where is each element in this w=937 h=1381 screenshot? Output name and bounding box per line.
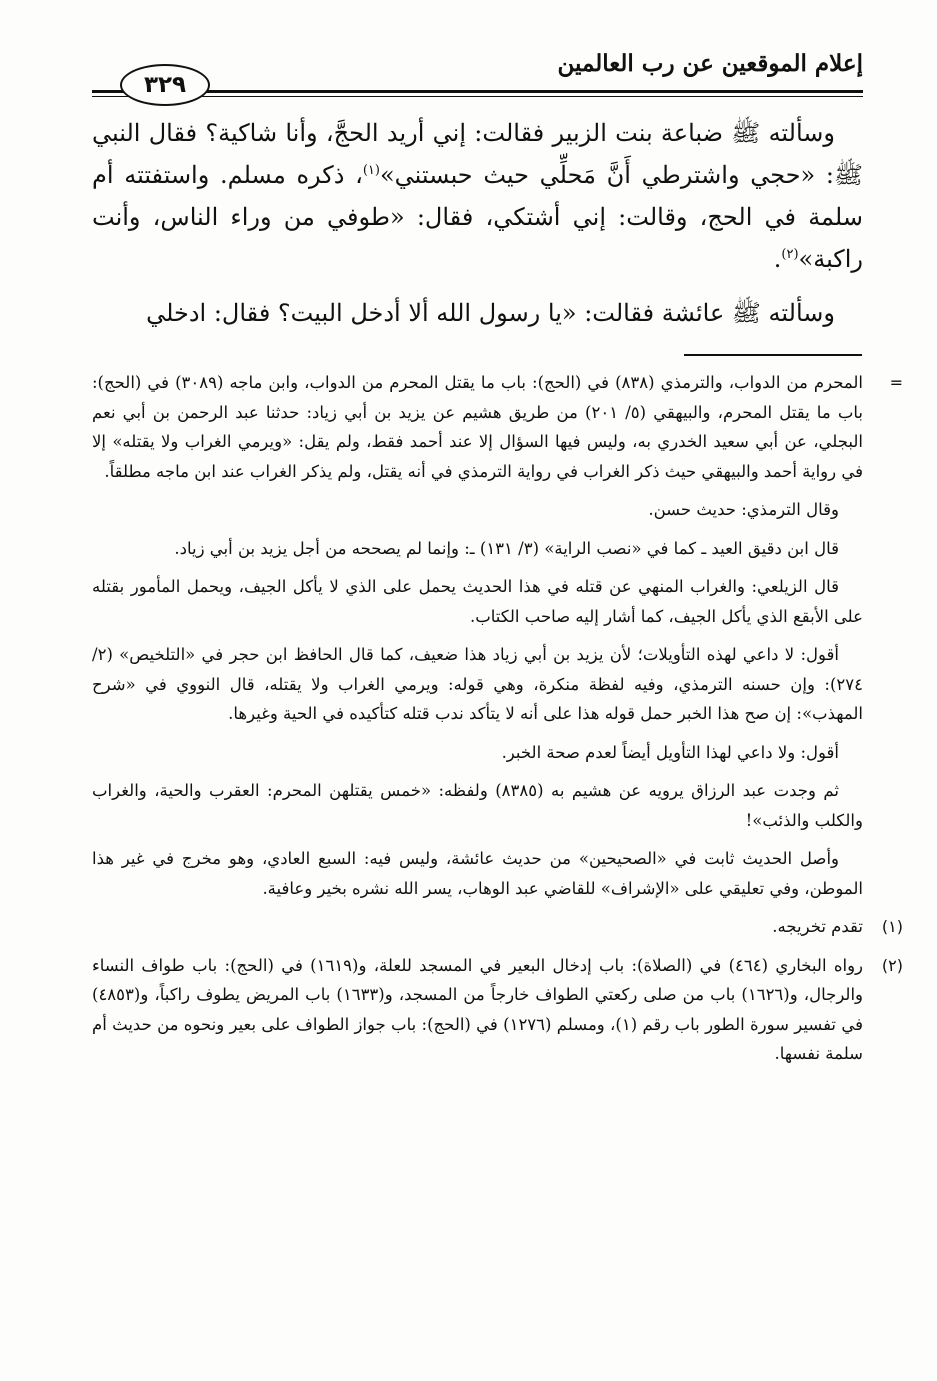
page-header [92, 46, 863, 104]
main-paragraph: وسألته ﷺ عائشة فقالت: «يا رسول الله ألا أدخل البيت؟ فقال: ادخلي [146, 299, 835, 327]
continuation-mark: = [889, 373, 903, 392]
footnote-number: (٢) [881, 955, 903, 975]
footnote-paragraph: قال ابن دقيق العيد ـ كما في «نصب الراية» (٣/ ١٣١) ـ: وإنما لم يصححه من أجل يزيد بن أبي زياد. [174, 538, 839, 558]
footnotes [92, 368, 903, 1078]
main-paragraph: وسألته ﷺ ضباعة بنت الزبير فقالت: إني أريد الحجَّ، وأنا شاكية؟ فقال النبي ﷺ: «حجي واشترطي أَنَّ مَحلِّي حيث حبستني»$^{(١)}$، ذكره مسلم. واستفتته أم سلمة في الحج، وقالت: إني أشتكي، فقال: «طوفي من وراء الناس، وأنت راكبة»$^{(٢)}$. [92, 119, 864, 273]
running-title: إعلام الموقعين عن رب العالمين [557, 50, 863, 77]
page-number: ٣٢٩ [120, 64, 210, 106]
footnote-2: (٢) رواه البخاري (٤٦٤) في (الصلاة): باب إدخال البعير في المسجد للعلة، و(١٦١٩) في (الحج): باب طواف النساء والرجال، و(١٦٢٦) باب من صلى ركعتي الطواف خارجاً من المسجد، و(١٦٣٣) باب المريض يطوف راكباً، و(٤٨٥٣) في تفسير سورة الطور باب رقم (١)، ومسلم (١٢٧٦) في (الحج): باب جواز الطواف على بعير ونحوه من حديث أم سلمة نفسها. [92, 951, 863, 1069]
header-rule-thin [92, 96, 863, 97]
footnote-paragraph: وقال الترمذي: حديث حسن. [648, 500, 839, 519]
footnote-1: (١) تقدم تخريجه. [92, 912, 863, 942]
footnote-paragraph: أقول: ولا داعي لهذا التأويل أيضاً لعدم صحة الخبر. [501, 742, 839, 762]
footnote-paragraph: ثم وجدت عبد الرزاق يرويه عن هشيم به (٨٣٨٥) ولفظه: «خمس يقتلهن المحرم: العقرب والحية، والغراب والكلب والذئب»! [92, 781, 863, 830]
footnote-paragraph: = المحرم من الدواب، والترمذي (٨٣٨) في (الحج): باب ما يقتل المحرم من الدواب، وابن ماجه (٣٠٨٩) في (الحج): باب ما يقتل المحرم، والبيهقي (٥/ ٢٠١) من طريق هشيم عن يزيد بن أبي زياد: حدثنا عبد الرحمن بن أبي نعم البجلي، عن أبي سعيد الخدري به، وليس فيها السؤال إلا عند أحمد فقط، ولم يقل: «ويرمي الغراب ولا يقتله» إلا في رواية أحمد والبيهقي حيث ذكر الغراب في رواية الترمذي في أنه يقتل، ولم يذكر الغراب عند ابن ماجه مطلقاً. [92, 368, 863, 486]
footnote-paragraph: وأصل الحديث ثابت في «الصحيحين» من حديث عائشة، وليس فيه: السبع العادي، وهو مخرج في غير هذا الموطن، وفي تعليقي على «الإشراف» للقاضي عبد الوهاب، يسر الله نشره بخير وعافية. [92, 849, 863, 898]
footnote-paragraph: أقول: لا داعي لهذه التأويلات؛ لأن يزيد بن أبي زياد هذا ضعيف، كما قال الحافظ ابن حجر في «التلخيص» (٢/ ٢٧٤): وإن حسنه الترمذي، وفيه لفظة منكرة، وهي قوله: ويرمي الغراب ولا يقتله، قال النووي في «شرح المهذب»: إن صح هذا الخبر حمل قوله هذا على أنه لا يتأكد ندب قتله كتأكيده في الحية وغيرها. [92, 645, 863, 723]
footnote-number: (١) [881, 917, 903, 936]
footnote-separator [684, 354, 862, 356]
footnote-ref: (٢) [781, 247, 799, 262]
footnote-ref: (١) [362, 163, 380, 178]
main-text [92, 112, 863, 346]
footnote-paragraph: قال الزيلعي: والغراب المنهي عن قتله في هذا الحديث يحمل على الذي لا يأكل الجيف، ويحمل المأمور بقتله على الأبقع الذي يأكل الجيف، كما أشار إليه صاحب الكتاب. [92, 577, 863, 626]
